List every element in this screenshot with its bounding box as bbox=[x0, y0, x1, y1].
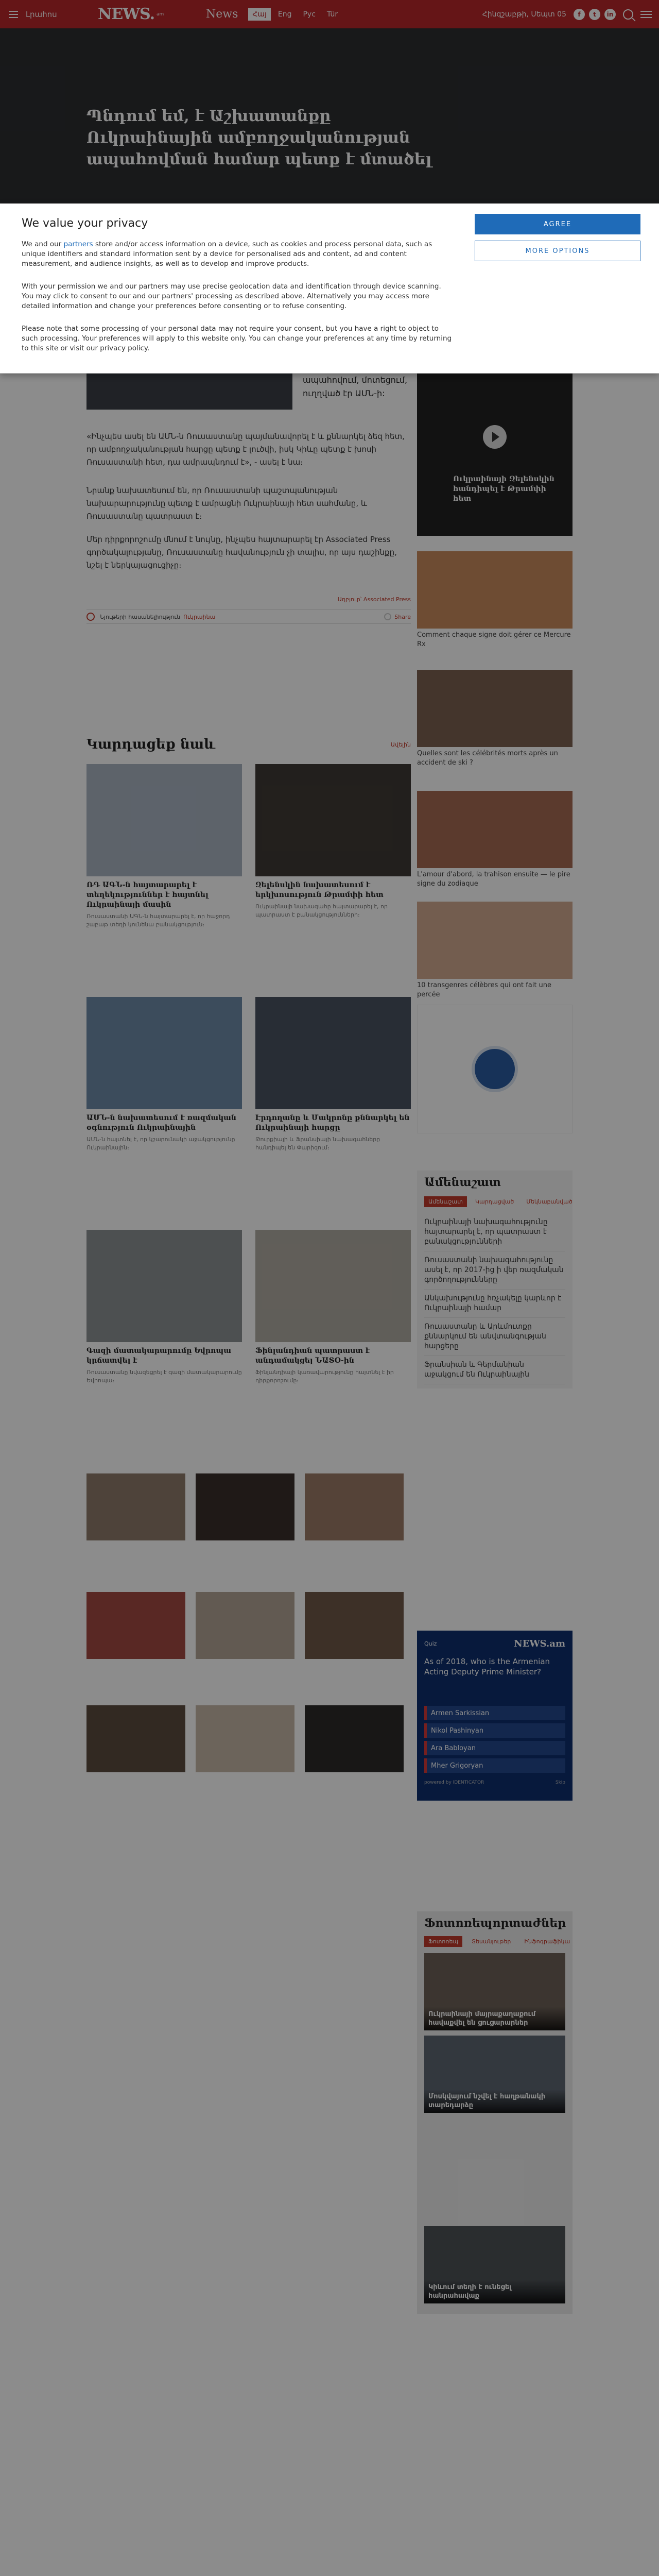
tags-label: Նյութերի հասանելիություն bbox=[100, 613, 181, 620]
quiz-powered: powered by IDENTICATOR bbox=[424, 1780, 484, 1785]
related-card-desc: Ուկրաինայի նախագահը հայտարարել է, որ պատրաստ է բանակցությունների։ bbox=[255, 903, 388, 918]
hero-banner bbox=[0, 28, 659, 204]
photo-reports bbox=[417, 1911, 573, 2314]
photos-title: Ֆոտոռեպորտաժներ bbox=[424, 1917, 566, 1930]
sponsored-image bbox=[305, 1473, 404, 1540]
related-card-desc: ԱՄՆ-ն հայտնել է, որ կշարունակի աջակցությունը Ուկրաինային։ bbox=[86, 1136, 235, 1151]
sidebar-card-image bbox=[417, 670, 573, 747]
article-source[interactable]: Աղբյուր՝ Associated Press bbox=[337, 596, 411, 603]
quiz-option[interactable]: Nikol Pashinyan bbox=[424, 1723, 565, 1738]
sponsored-card[interactable] bbox=[196, 1705, 294, 1772]
quiz-logo: NEWS.am bbox=[514, 1638, 565, 1649]
share-label: Share bbox=[394, 613, 411, 620]
quiz-option[interactable]: Armen Sarkissian bbox=[424, 1706, 565, 1720]
latest-item[interactable]: Ռուսաստանը և Արևմուտքը քննարկում են անվտանգության հարցերը bbox=[424, 1318, 565, 1356]
video-caption: Ուկրաինայի Զելենսկին հանդիպել է Թրամփի հետ bbox=[453, 475, 554, 503]
related-card[interactable] bbox=[86, 997, 242, 1152]
related-card[interactable] bbox=[255, 764, 411, 919]
more-options-button[interactable]: MORE OPTIONS bbox=[475, 241, 640, 261]
share-button[interactable] bbox=[384, 613, 411, 620]
sidebar-card-caption: L'amour d'abord, la trahison ensuite — le pire signe du zodiaque bbox=[417, 871, 570, 888]
tab-popular[interactable]: Ամենաշատ bbox=[424, 1196, 467, 1207]
sponsored-card[interactable] bbox=[305, 1705, 404, 1772]
latest-list bbox=[417, 1209, 573, 1388]
related-card[interactable] bbox=[255, 997, 411, 1152]
related-card[interactable] bbox=[86, 1230, 242, 1385]
sidebar-card[interactable] bbox=[417, 902, 573, 999]
article-side-text: ապահովում, մոտեցում, ուղղված էր ԱՄՆ-ի: bbox=[303, 375, 408, 398]
latest-item[interactable]: Անկախությունը հռչակելը կարևոր է Ուկրաինայի համար bbox=[424, 1290, 565, 1318]
related-image bbox=[255, 1230, 411, 1342]
sponsored-image bbox=[86, 1592, 185, 1659]
quiz-widget bbox=[417, 1631, 573, 1801]
photo-caption: Կիևում տեղի է ունեցել հանրահավաք bbox=[424, 2280, 565, 2303]
related-image bbox=[255, 764, 411, 876]
related-card-title: Էրդողանը և Մակրոնը քննարկել են Ուկրաինայի հարցը bbox=[255, 1114, 410, 1132]
logo-suffix: am bbox=[157, 11, 164, 17]
related-card-desc: Ֆինլանդիայի կառավարությունը հայտնել է իր դիրքորոշումը։ bbox=[255, 1369, 394, 1384]
consent-text-1a: We and our bbox=[22, 240, 64, 248]
sidebar-card[interactable] bbox=[417, 551, 573, 649]
related-card-title: Զելենսկին նախատեսում է երկխոսություն Թրամփի հետ bbox=[255, 881, 384, 899]
sidebar-card-image bbox=[417, 902, 573, 979]
share-icon bbox=[384, 613, 391, 620]
photo-item[interactable] bbox=[424, 2226, 565, 2303]
sponsored-image bbox=[305, 1705, 404, 1772]
sponsored-image bbox=[196, 1705, 294, 1772]
consent-title: We value your privacy bbox=[22, 217, 148, 230]
sponsored-card[interactable] bbox=[86, 1705, 185, 1772]
quiz-question: As of 2018, who is the Armenian Acting Deputy Prime Minister? bbox=[424, 1657, 550, 1676]
current-date: Հինգշաբթի, Սեպտ 05 bbox=[482, 10, 566, 19]
sidebar-card-caption: Comment chaque signe doit gérer ce Mercure Rx bbox=[417, 631, 571, 648]
quiz-option[interactable]: Ara Babloyan bbox=[424, 1741, 565, 1755]
photos-tabs bbox=[417, 1935, 573, 1948]
lang-hy[interactable]: Հայ bbox=[248, 8, 270, 21]
related-image bbox=[255, 997, 411, 1109]
ad-block[interactable] bbox=[417, 1005, 573, 1133]
photo-caption: Ուկրաինայի մայրաքաղաքում հավաքվել են ցուցարարներ bbox=[424, 2007, 565, 2030]
logo-text: NEWS. bbox=[98, 5, 155, 23]
tab-video[interactable]: Տեսանյութեր bbox=[472, 1938, 511, 1945]
related-card-desc: Թուրքիայի և Ֆրանսիայի նախագահները հանդիպել են Փարիզում։ bbox=[255, 1136, 380, 1151]
site-header bbox=[0, 0, 659, 28]
latest-item[interactable]: Ուկրաինայի նախագահությունը հայտարարել է, որ պատրաստ է բանակցությունների bbox=[424, 1213, 565, 1251]
sponsored-card[interactable] bbox=[305, 1592, 404, 1659]
article-title: Պնդում եմ, է Աշխատանքը Ուկրաինային ամբողջականության ապահովման համար պետք է մտածել bbox=[86, 107, 432, 168]
latest-news bbox=[417, 1171, 573, 1388]
sponsored-card[interactable] bbox=[86, 1473, 185, 1540]
sponsored-card[interactable] bbox=[86, 1592, 185, 1659]
hamburger-icon[interactable] bbox=[640, 11, 652, 18]
sidebar-card-caption: Quelles sont les célébrités morts après un accident de ski ? bbox=[417, 750, 558, 767]
article-paragraph-1: «Ինչպես ասել են ԱՄՆ-ն Ռուսաստանը պայմանավորել է և քննարկել ձեզ հետ, որ ամբողջականության հարցը պետք է լուծվի, իսկ Կիևը պետք է խոսի Ռուսաստանի հետ, դա ամրապնդում է», - ասել է նա։ bbox=[86, 432, 405, 467]
quiz-footer bbox=[417, 1776, 573, 1789]
article-image bbox=[86, 374, 292, 410]
sidebar-video[interactable] bbox=[417, 374, 573, 536]
quiz-label: Quiz bbox=[424, 1640, 437, 1647]
sidebar-card-caption: 10 transgenres célèbres qui ont fait une percée bbox=[417, 981, 552, 998]
related-title: Կարդացեք նաև bbox=[86, 737, 215, 752]
related-card-title: ՌԴ ԱԳՆ-ն հայտարարել է տեղեկություններ է հայտնել Ուկրաինայի մասին bbox=[86, 881, 209, 909]
partners-link[interactable]: partners bbox=[63, 240, 93, 248]
related-image bbox=[86, 764, 242, 876]
article-paragraph-2: Նրանք նախատեսում են, որ Ռուսաստանի պաշտպանության նախարարությունը պետք է ամրացնի Ուկրաինայի հետ սահմանը, և Ռուսաստանը պատրաստ է։ bbox=[86, 486, 368, 521]
linkedin-icon[interactable]: in bbox=[604, 9, 616, 20]
consent-banner bbox=[0, 204, 659, 374]
social-links bbox=[574, 9, 616, 20]
language-switcher bbox=[248, 8, 342, 21]
related-card-desc: Ռուսաստանի ԱԳՆ-ն հայտարարել է, որ հաջորդ շաբաթ տեղի կունենա բանակցություն։ bbox=[86, 913, 230, 928]
menu-icon[interactable] bbox=[4, 5, 23, 24]
related-more-link[interactable]: Ավելին bbox=[390, 741, 411, 748]
twitter-icon[interactable]: t bbox=[589, 9, 600, 20]
tab-photo[interactable]: Ֆոտոռեպ bbox=[424, 1936, 462, 1947]
tab-read[interactable]: Կարդացված bbox=[475, 1198, 514, 1205]
consent-text-1b: store and/or access information on a device, such as cookies and process personal data, such as unique identifiers and standard information sent by a device for personalised ads and content, ad and content measurement, and audience insights, as well as to develop and improve products. bbox=[22, 240, 432, 268]
latest-tabs bbox=[417, 1194, 573, 1209]
sponsored-image bbox=[196, 1592, 294, 1659]
consent-text-2: With your permission we and our partners may use precise geolocation data and identification through device scanning. You may click to consent to our and our partners' processing as described above. Alternatively you may access more detailed information and change your preferences before consenting or to refuse consenting. bbox=[22, 282, 441, 310]
related-card[interactable] bbox=[86, 764, 242, 929]
sponsored-image bbox=[305, 1592, 404, 1659]
photo-caption: Մոսկվայում նշվել է հաղթանակի տարեդարձը bbox=[424, 2089, 565, 2113]
related-image bbox=[86, 997, 242, 1109]
related-section bbox=[86, 734, 411, 1384]
lang-ru[interactable]: Рус bbox=[303, 10, 316, 19]
photos-spacer bbox=[417, 2118, 573, 2221]
related-card-desc: Ռուսաստանը նվազեցրել է գազի մատակարարումը Եվրոպա։ bbox=[86, 1369, 242, 1384]
quiz-skip[interactable]: Skip bbox=[555, 1780, 565, 1785]
lang-tr[interactable]: Tür bbox=[326, 10, 338, 19]
lang-en[interactable]: Eng bbox=[278, 10, 292, 19]
latest-item[interactable]: Ռուսաստանի նախագահությունը ասել է, որ 2017-ից ի վեր ռազմական գործողությունները bbox=[424, 1251, 565, 1290]
photo-item[interactable] bbox=[424, 1953, 565, 2030]
search-icon[interactable] bbox=[623, 9, 633, 20]
seal-icon bbox=[472, 1046, 518, 1092]
sidebar-card[interactable] bbox=[417, 791, 573, 889]
sidebar-card[interactable] bbox=[417, 670, 573, 768]
latest-item[interactable]: Ֆրանսիան և Գերմանիան աջակցում են Ուկրաինային bbox=[424, 1356, 565, 1384]
related-header bbox=[86, 734, 411, 755]
sidebar-card-image bbox=[417, 791, 573, 868]
play-icon[interactable] bbox=[483, 425, 507, 449]
article-paragraph-3: Մեր դիրքորոշումը մնում է նույնը, ինչպես հայտարարել էր Associated Press գործակալությանը, Ռուսաստանը հավանություն չի տալիս, որ այս դաշինքը, նշել է ներկայացուցիչը։ bbox=[86, 535, 397, 570]
quiz-option[interactable]: Mher Grigoryan bbox=[424, 1758, 565, 1773]
photos-bottom-pad bbox=[417, 2309, 573, 2314]
facebook-icon[interactable]: f bbox=[574, 9, 585, 20]
sponsored-image bbox=[86, 1705, 185, 1772]
consent-text-3: Please note that some processing of your personal data may not require your consent, but you have a right to object to such processing. Your preferences will apply to this website only. You can change your preferences at any time by returning to this site or visit our privacy policy. bbox=[22, 325, 452, 352]
tab-commented[interactable]: Մեկնաբանված bbox=[526, 1198, 573, 1205]
sidebar-card-image bbox=[417, 551, 573, 629]
tab-infographic[interactable]: Ինֆոգրաֆիկա bbox=[524, 1938, 570, 1945]
site-logo[interactable] bbox=[98, 4, 201, 25]
photo-item[interactable] bbox=[424, 2036, 565, 2113]
tag-icon bbox=[86, 613, 95, 621]
related-card-title: Գազի մատակարարումը Եվրոպա կրճատվել է bbox=[86, 1347, 231, 1365]
tag-link[interactable]: Ուկրաինա bbox=[183, 613, 216, 620]
related-image bbox=[86, 1230, 242, 1342]
agree-button[interactable]: AGREE bbox=[475, 214, 640, 234]
sponsored-card[interactable] bbox=[305, 1473, 404, 1540]
consent-text-1 bbox=[22, 240, 454, 269]
article-tags bbox=[86, 609, 411, 624]
sponsored-image bbox=[196, 1473, 294, 1540]
related-card-title: ԱՄՆ-ն նախատեսում է ռազմական օգնություն Ուկրաինային bbox=[86, 1114, 236, 1132]
brand-name: News bbox=[206, 8, 238, 21]
related-card[interactable] bbox=[255, 1230, 411, 1385]
latest-title: Ամենաշատ bbox=[424, 1176, 501, 1189]
sponsored-image bbox=[86, 1473, 185, 1540]
related-card-title: Ֆինլանդիան պատրաստ է անդամակցել ՆԱՏՕ-ին bbox=[255, 1347, 370, 1365]
quiz-header bbox=[417, 1631, 573, 1656]
sponsored-card[interactable] bbox=[196, 1592, 294, 1659]
section-label[interactable]: Լրահոս bbox=[26, 9, 57, 19]
sponsored-card[interactable] bbox=[196, 1473, 294, 1540]
